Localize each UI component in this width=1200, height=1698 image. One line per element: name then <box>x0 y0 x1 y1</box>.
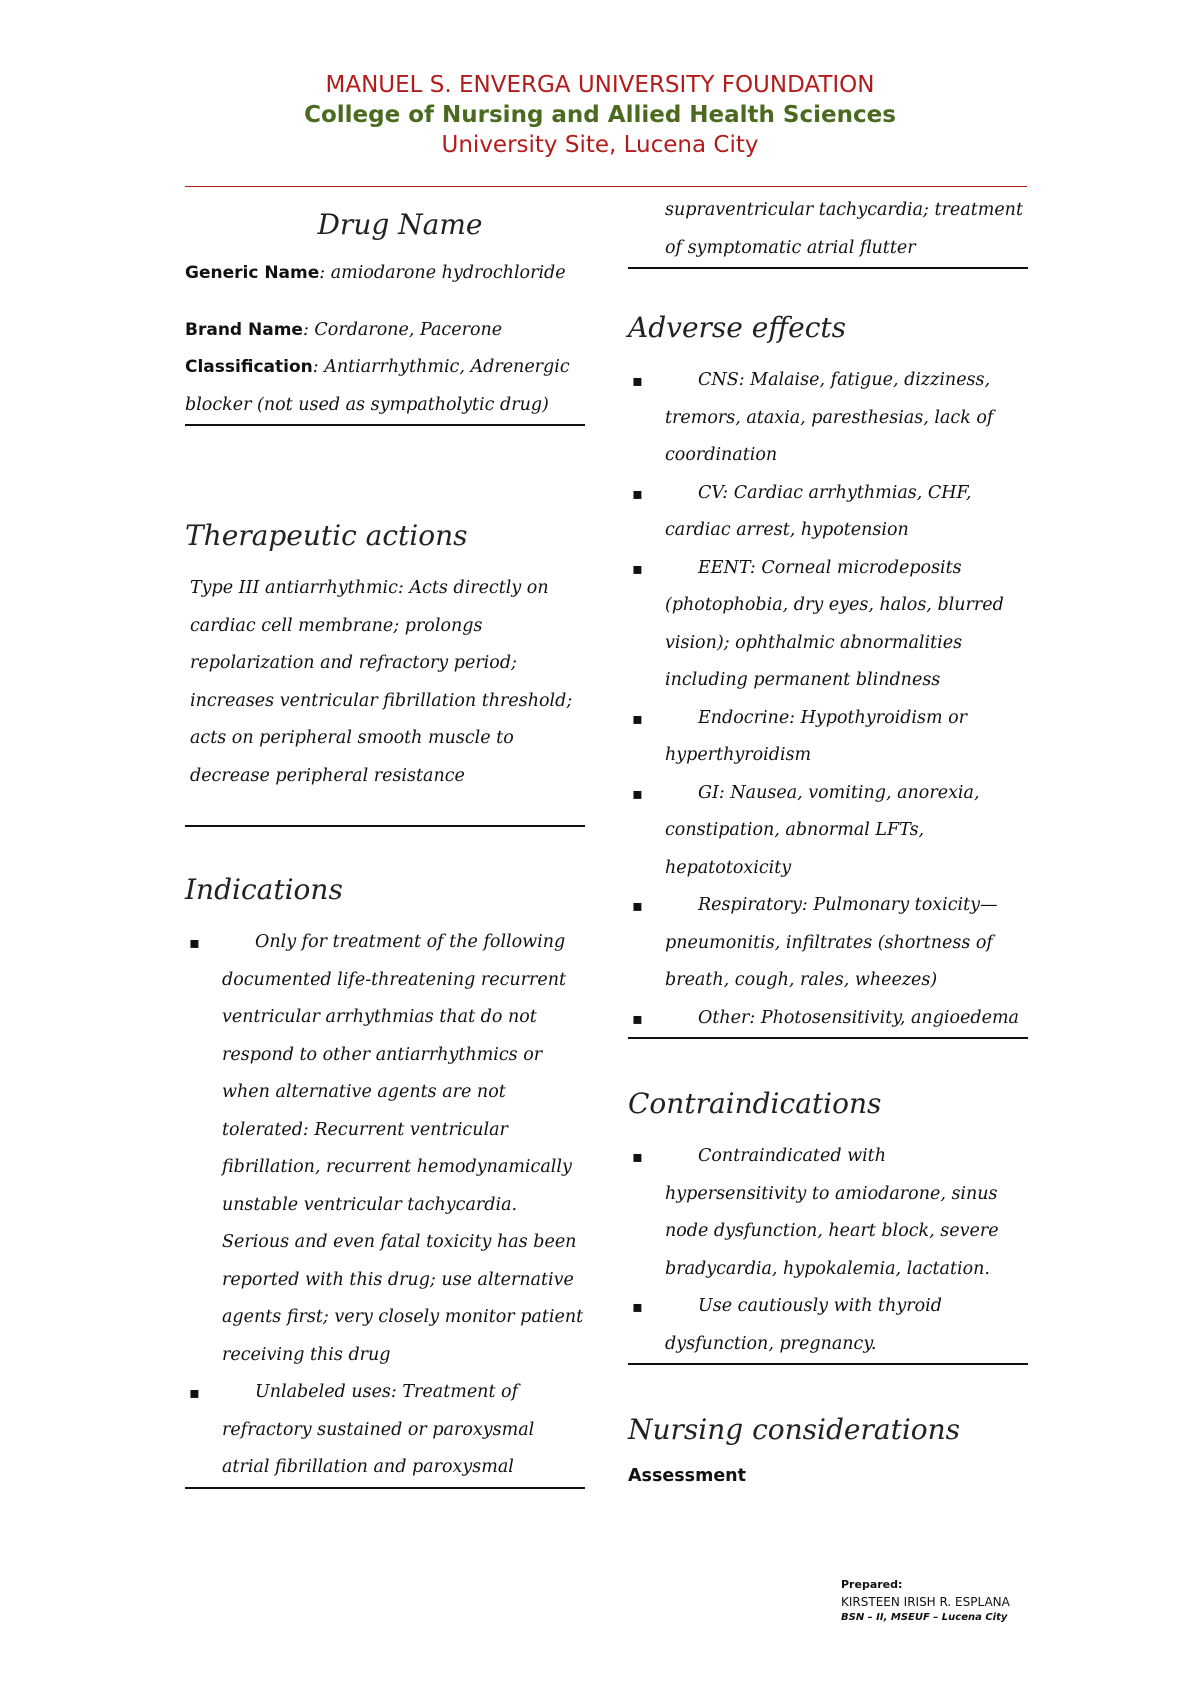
indications-list <box>185 924 585 1489</box>
contraindication-text: Use cautiously with thyroid dysfunction, pregnancy. <box>665 1296 942 1354</box>
generic-name-label: Generic Name <box>185 263 320 283</box>
list-item <box>628 475 1028 550</box>
adverse-effect-text: Other: Photosensitivity, angioedema <box>698 1007 1019 1028</box>
brand-name-line: Brand Name: Cordarone, Pacerone <box>185 319 503 340</box>
prepared-by <box>841 1577 1010 1625</box>
university-name: MANUEL S. ENVERGA UNIVERSITY FOUNDATION <box>325 72 875 98</box>
list-item <box>628 1000 1028 1038</box>
document-header <box>0 70 1200 160</box>
adverse-effect-text: EENT: Corneal microdeposits (photophobia, dry eyes, halos, blurred vision); ophthalmic abnormalities including permanent blindness <box>665 557 1004 690</box>
list-item <box>628 362 1028 475</box>
contraindications-list <box>628 1138 1028 1365</box>
adverse-effect-text: Endocrine: Hypothyroidism or hyperthyroidism <box>665 707 968 765</box>
prepared-label: Prepared: <box>841 1578 903 1591</box>
university-site: University Site, Lucena City <box>441 132 759 158</box>
adverse-effect-text: CNS: Malaise, fatigue, dizziness, tremors, ataxia, paresthesias, lack of coordination <box>665 370 994 465</box>
nursing-considerations-heading: Nursing considerations <box>628 1413 961 1446</box>
preparer-info: BSN – II, MSEUF – Lucena City <box>841 1612 1008 1623</box>
generic-name-value: amiodarone hydrochloride <box>330 263 566 283</box>
drug-name-heading: Drug Name <box>317 208 483 241</box>
indications-heading: Indications <box>185 873 343 906</box>
adverse-effect-text: CV: Cardiac arrhythmias, CHF, cardiac arrest, hypotension <box>665 482 972 540</box>
right-column <box>628 200 1028 1486</box>
brand-name-value: Cordarone, Pacerone <box>314 319 503 340</box>
classification-label: Classification <box>185 357 313 377</box>
list-item <box>185 1374 585 1487</box>
list-item <box>628 700 1028 775</box>
list-item <box>628 550 1028 700</box>
list-item <box>628 1138 1028 1288</box>
left-column <box>185 205 585 1489</box>
assessment-subheading: Assessment <box>628 1466 747 1486</box>
preparer-name: KIRSTEEN IRISH R. ESPLANA <box>841 1595 1010 1609</box>
therapeutic-actions-text: Type III antiarrhythmic: Acts directly on cardiac cell membrane; prolongs repolarization and refractory period; increases ventricular fibrillation threshold; acts on peripheral smooth muscle to decrease peripheral resistance <box>185 570 585 827</box>
header-divider <box>185 186 1027 187</box>
indication-text: Unlabeled uses: Treatment of refractory sustained or paroxysmal atrial fibrillation and paroxysmal <box>222 1382 535 1477</box>
list-item <box>628 775 1028 888</box>
contraindications-heading: Contraindications <box>628 1087 882 1120</box>
adverse-effect-text: Respiratory: Pulmonary toxicity—pneumonitis, infiltrates (shortness of breath, cough, rales, wheezes) <box>665 895 998 990</box>
list-item <box>628 1288 1028 1363</box>
adverse-effects-list <box>628 362 1028 1039</box>
indications-continuation: supraventricular tachycardia; treatment of symptomatic atrial flutter <box>628 192 1028 269</box>
classification-value: Antiarrhythmic, Adrenergic blocker (not used as sympatholytic drug) <box>185 357 570 415</box>
contraindication-text: Contraindicated with hypersensitivity to amiodarone, sinus node dysfunction, heart block, severe bradycardia, hypokalemia, lactation. <box>665 1146 999 1279</box>
adverse-effect-text: GI: Nausea, vomiting, anorexia, constipation, abnormal LFTs, hepatotoxicity <box>665 782 980 878</box>
college-name: College of Nursing and Allied Health Sciences <box>304 102 896 128</box>
list-item <box>628 887 1028 1000</box>
classification-line: Classification: Antiarrhythmic, Adrenergic blocker (not used as sympatholytic drug) <box>185 349 585 426</box>
therapeutic-actions-heading: Therapeutic actions <box>185 519 468 552</box>
generic-name-line: Generic Name: amiodarone hydrochloride <box>185 263 566 283</box>
adverse-effects-heading: Adverse effects <box>628 311 847 344</box>
indication-text: Only for treatment of the following documented life-threatening recurrent ventricular arrhythmias that do not respond to other antiarrhythmics or when alternative agents are not tolerated: Recurrent ventricular fibrillation, recurrent hemodynamically unstable ventricular tachycardia. Serious and even fatal toxicity has been reported with this drug; use alternative agents first; very closely monitor patient receiving this drug <box>222 932 584 1365</box>
brand-name-label: Brand Name <box>185 319 303 340</box>
list-item <box>185 924 585 1374</box>
